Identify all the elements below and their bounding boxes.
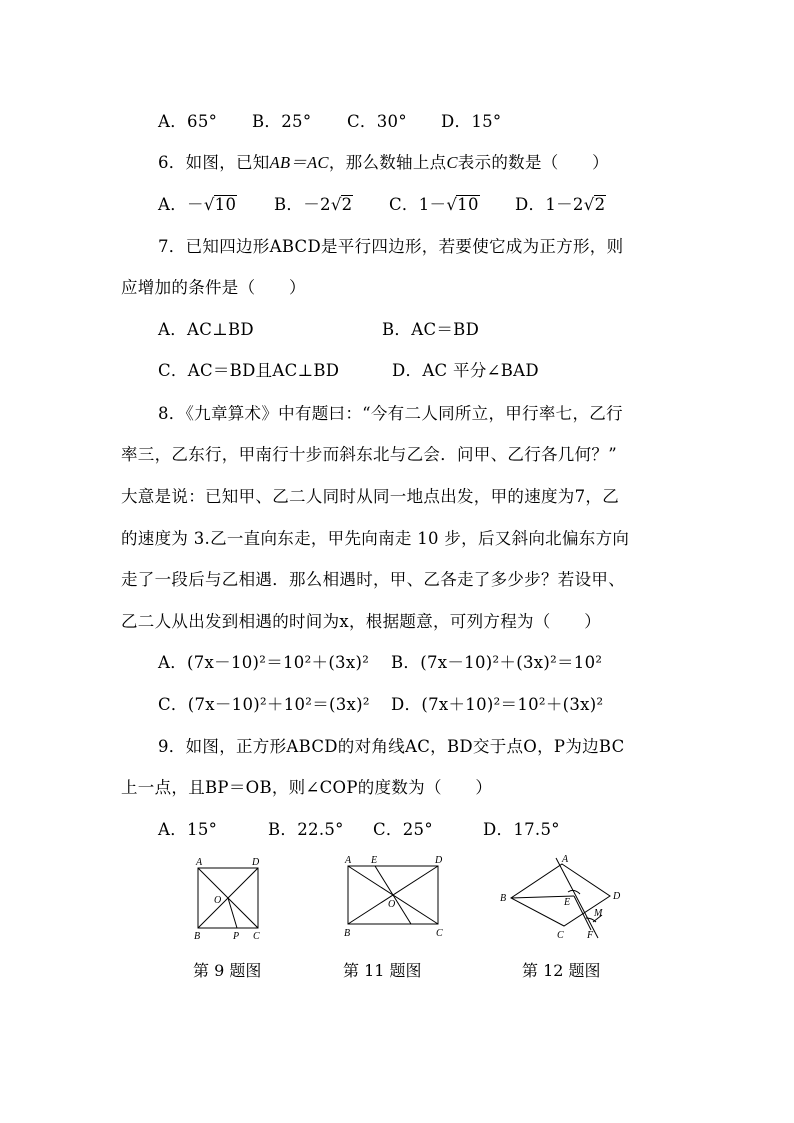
- label-o: O: [388, 899, 396, 910]
- q7-option-c: C．AC＝BD且AC⊥BD: [158, 361, 340, 380]
- label-a: A: [345, 855, 352, 866]
- q6-stem: [158, 149, 609, 173]
- label-c: C: [557, 930, 564, 941]
- label-b: B: [194, 931, 201, 942]
- label-e: E: [371, 855, 378, 866]
- q7-line1: 7．已知四边形ABCD是平行四边形，若要使它成为正方形，则: [158, 237, 624, 256]
- q6-option-a: [158, 191, 237, 215]
- figure-11-rectangle-diagram: [340, 852, 450, 942]
- sqrt-sign: √: [203, 195, 215, 214]
- label-a: A: [196, 857, 203, 868]
- label-d: D: [252, 857, 260, 868]
- label-c: C: [436, 928, 443, 939]
- q8-option-d: D．(7x＋10)²＝10²＋(3x)²: [391, 695, 604, 714]
- q6-option-c: [389, 191, 480, 215]
- q9-option-d: D．17.5°: [483, 820, 560, 839]
- q6-option-d: [515, 191, 606, 215]
- figure-12-rhombus-diagram: [498, 852, 628, 946]
- figure-9-caption: 第 9 题图: [193, 961, 262, 980]
- label-f: F: [587, 930, 594, 941]
- q7-line2: 应增加的条件是（ ）: [121, 278, 306, 297]
- label-b: B: [344, 928, 351, 939]
- label-d: D: [435, 855, 443, 866]
- q6-option-d-prefix: D．1－2: [515, 195, 584, 214]
- q8-option-b: B．(7x－10)²＋(3x)²＝10²: [391, 653, 603, 672]
- q8-line3: 大意是说：已知甲、乙二人同时从同一地点出发，甲的速度为7，乙: [121, 487, 619, 506]
- sqrt-sign: √: [330, 195, 342, 214]
- q5-option-b: B．25°: [252, 112, 312, 131]
- q8-line2: 率三，乙东行，甲南行十步而斜东北与乙会．问甲、乙行各几何？”: [121, 445, 617, 464]
- q9-option-a: A．15°: [158, 820, 218, 839]
- q6-option-c-radicand: 10: [457, 195, 479, 214]
- q8-line5: 走了一段后与乙相遇．那么相遇时，甲、乙各走了多少步？若设甲、: [121, 570, 625, 589]
- q9-option-c: C．25°: [373, 820, 433, 839]
- q6-option-b-prefix: B．－2: [274, 195, 331, 214]
- label-o: O: [214, 895, 222, 906]
- segment-af-extended: [556, 858, 598, 938]
- figure-11-caption: 第 11 题图: [343, 961, 422, 980]
- label-d: D: [613, 891, 621, 902]
- q6-stem-point: C: [446, 153, 458, 172]
- label-a: A: [562, 854, 569, 865]
- q6-stem-prefix: 6．如图，已知: [158, 153, 270, 172]
- q6-stem-end: 表示的数是（ ）: [457, 153, 609, 172]
- q7-option-b: B．AC＝BD: [382, 320, 480, 339]
- q8-line4: 的速度为 3.乙一直向东走，甲先向南走 10 步，后又斜向北偏东方向: [121, 529, 630, 548]
- label-m: M: [594, 908, 603, 919]
- segment-through-o: [375, 866, 411, 924]
- q6-option-d-radicand: 2: [594, 195, 606, 214]
- q8-line6: 乙二人从出发到相遇的时间为x，根据题意，可列方程为（ ）: [121, 612, 602, 631]
- q7-option-a: A．AC⊥BD: [158, 320, 254, 339]
- q8-option-c: C．(7x－10)²＋10²＝(3x)²: [158, 695, 370, 714]
- q5-option-a: A．65°: [158, 112, 218, 131]
- q6-option-b: [274, 191, 353, 215]
- q6-option-c-prefix: C．1－: [389, 195, 447, 214]
- q6-stem-eq: AB＝AC: [269, 153, 329, 172]
- q5-option-c: C．30°: [347, 112, 407, 131]
- sqrt-sign: √: [446, 195, 458, 214]
- q7-option-d: D．AC 平分∠BAD: [392, 361, 539, 380]
- label-p: P: [233, 931, 240, 942]
- label-c: C: [253, 931, 260, 942]
- q9-option-b: B．22.5°: [268, 820, 344, 839]
- q8-line1: 8．《九章算术》中有题曰：“今有二人同所立，甲行率七，乙行: [158, 404, 623, 423]
- q6-option-b-radicand: 2: [341, 195, 353, 214]
- figure-9-square-diagram: [190, 852, 280, 942]
- q9-line1: 9．如图，正方形ABCD的对角线AC，BD交于点O，P为边BC: [158, 737, 625, 756]
- q8-option-a: A．(7x－10)²＝10²＋(3x)²: [158, 653, 370, 672]
- figure-12-caption: 第 12 题图: [522, 961, 601, 980]
- segment-ef: [574, 896, 591, 930]
- q5-option-d: D．15°: [441, 112, 502, 131]
- sqrt-sign: √: [583, 195, 595, 214]
- q6-stem-suffix: ，那么数轴上点: [328, 153, 447, 172]
- q6-option-a-radicand: 10: [214, 195, 237, 214]
- label-e: E: [564, 897, 571, 908]
- q9-line2: 上一点，且BP＝OB，则∠COP的度数为（ ）: [121, 778, 493, 797]
- label-b: B: [500, 893, 507, 904]
- q6-option-a-prefix: A．－: [158, 195, 204, 214]
